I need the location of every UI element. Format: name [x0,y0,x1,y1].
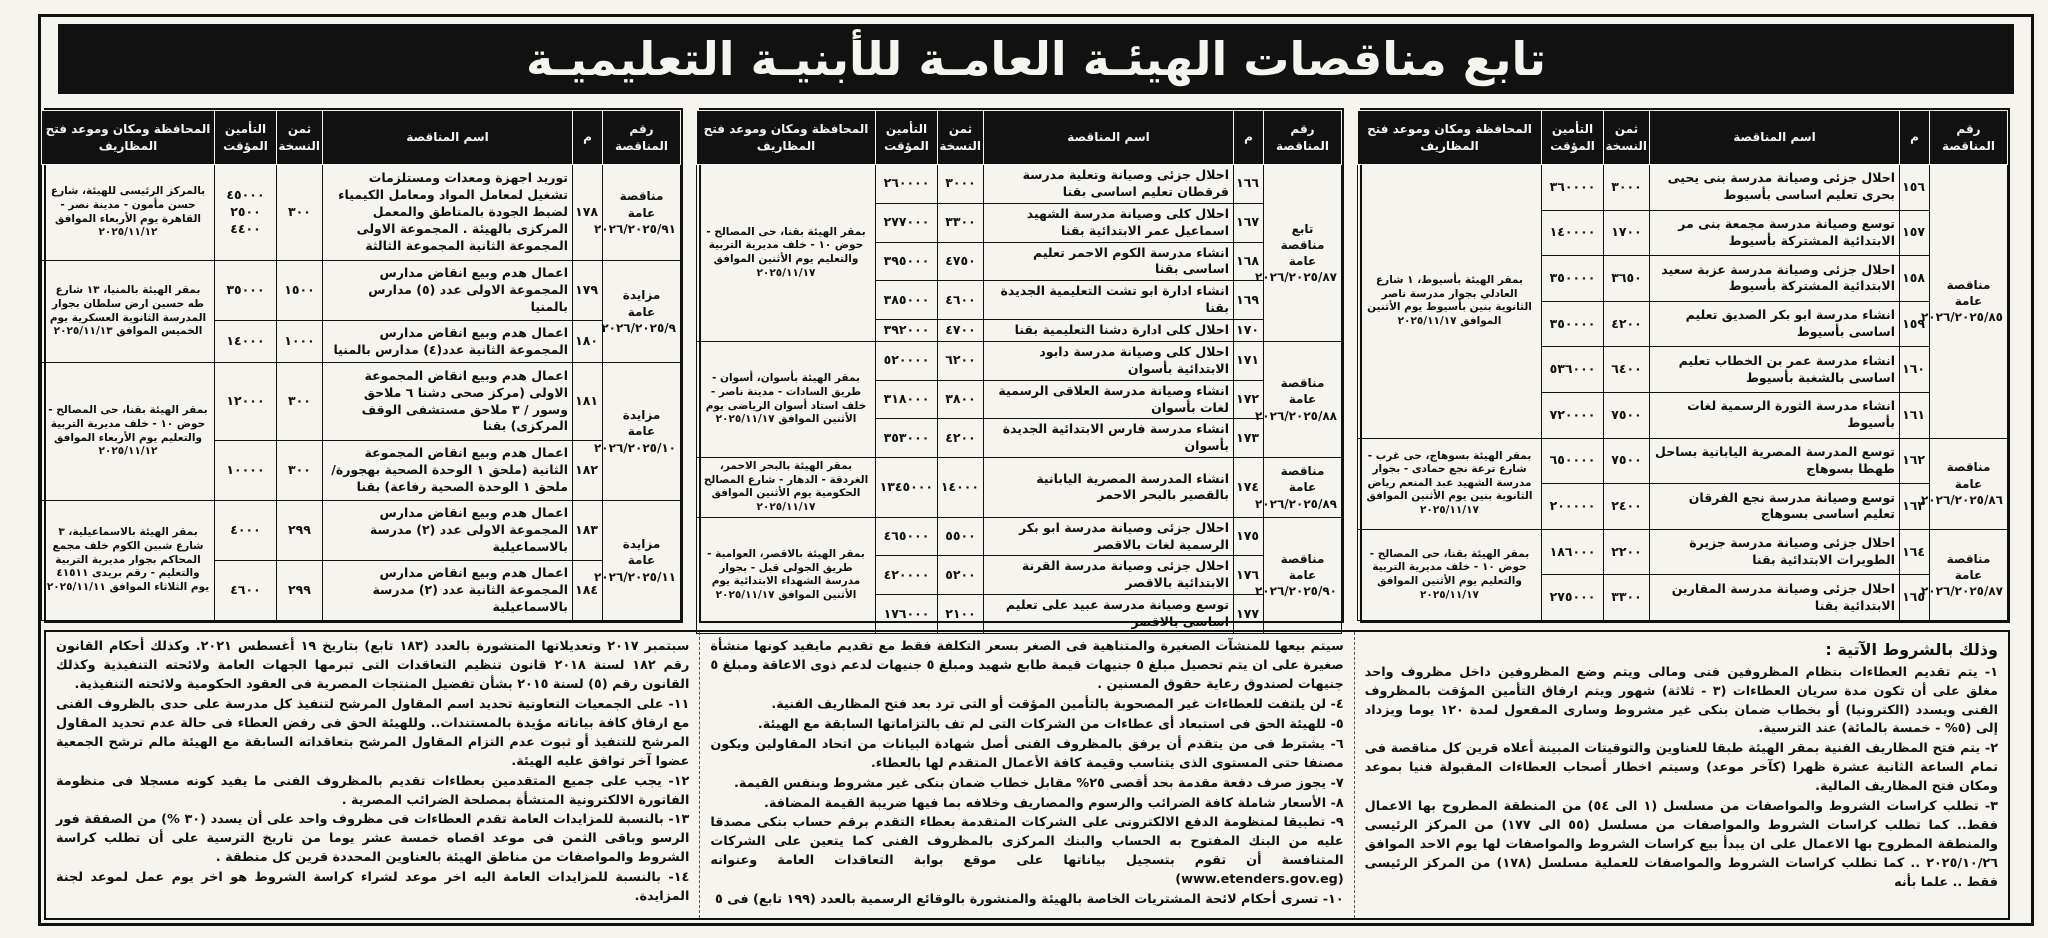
tender-name: احلال جزئى وصيانة مدرسة جزيرة الطويرات الابتدائية بقنا [1650,529,1900,575]
tender-number: مناقصة عامة ٢٠٢٦/٢٠٢٥/٩١ [603,165,681,261]
copy-price: ٢٩٩ [277,561,323,621]
temp-insurance: ٢٧٥٠٠٠ [1542,575,1604,621]
header-tender-no: رقم المناقصة [603,111,681,165]
tender-number: مناقصة عامة ٢٠٢٦/٢٠٢٥/٩٠ [1264,517,1342,633]
tender-name: انشاء المدرسة المصرية اليابانية بالقصير بالبحر الاحمر [984,458,1234,518]
location-and-date: بمقر الهيئة بالاقصر، العوامية - طريق الجولى قبل - بجوار مدرسة الشهداء الابتدائية يوم الأثنين الموافق ٢٠٢٥/١١/١٧ [697,517,876,633]
location-and-date: بمقر الهيئة بأسوان، أسوان - طريق السادات - مدينة ناصر - خلف استاد أسوان الرياضى يوم الأثنين الموافق ٢٠٢٥/١١/١٧ [697,341,876,457]
temp-insurance: ٣٥٠٠٠٠ [1542,301,1604,347]
row-number: ١٦٢ [1900,438,1930,484]
conditions-section [44,630,2010,920]
location-and-date: بمقر الهيئة بقنا، حى المصالح - حوض ١٠ - خلف مديرية التربية والتعليم يوم الأثنين الموافق ٢٠٢٥/١١/١٧ [697,165,876,342]
row-number: ١٥٦ [1900,165,1930,211]
header-num: م [1234,111,1264,165]
table-row [697,165,1342,204]
tender-name: توسع وصيانة مدرسة نجع الفرقان تعليم اساسى بسوهاج [1650,484,1900,530]
tender-name: احلال جزئى وصيانة وتعلية مدرسة قرقطان تعليم اساسى بقنا [984,165,1234,204]
header-location: المحافظة ومكان وموعد فتح المظاريف [1358,111,1542,165]
tender-number: مزايدة عامة ٢٠٢٦/٢٠٢٥/١٠ [603,363,681,501]
tender-name: اعمال هدم وبيع انقاض مدارس المجموعة الثانية عدد (٢) مدرسة بالاسماعيلية [323,561,573,621]
row-number: ١٧٥ [1234,517,1264,556]
row-number: ١٨٣ [573,501,603,561]
condition-item: ١- يتم تقديم العطاءات بنظام المظروفين فنى ومالى ويتم وضع المظروفين داخل مظروف واحد مغلق على أن تكون مدة سريان العطاءات (٣ - ثلاثة) شهور ويتم ارفاق التأمين المؤقت بالمظروف الفنى ويسدد (الكترونيا) أو بخطاب ضمان بنكى غير مشروط وسارى المفعول لمدة ١٢٠ يوما ويزداد إلى (٥% - خمسة بالمائة) عند الترسية. [1364,664,1998,737]
table-row [697,458,1342,518]
row-number: ١٦١ [1900,392,1930,438]
tender-name: انشاء مدرسة فارس الابتدائية الجديدة بأسوان [984,419,1234,458]
tender-name: احلال جزئى وصيانة مدرسة بنى يحيى بحرى تعليم اساسى بأسيوط [1650,165,1900,211]
header-price: ثمن النسخة [1604,111,1650,165]
table-row [42,165,681,261]
temp-insurance: ٥٣٦٠٠٠ [1542,347,1604,393]
header-location: المحافظة ومكان وموعد فتح المظاريف [42,111,215,165]
condition-item: ٧- يجوز صرف دفعة مقدمة بحد أقصى ٢٥% مقابل خطاب ضمان بنكى غير مشروط وبنفس القيمة. [733,775,1344,791]
copy-price: ٦٢٠٠ [938,341,984,380]
table-row [42,261,681,321]
table-header-row [697,111,1342,165]
temp-insurance: ١٤٠٠٠٠ [1542,210,1604,256]
condition-item: ١٢- يجب على جميع المتقدمين بعطاءات تقديم بالمظروف الفنى ما يفيد كونه مسجلا فى منظومة الفاتورة الالكترونية المنشأة بمصلحة الضرائب المصرية . [56,773,690,808]
temp-insurance: ٧٢٠٠٠٠ [1542,392,1604,438]
copy-price: ٢٢٠٠ [1604,529,1650,575]
temp-insurance: ٣٩٢٠٠٠ [876,320,938,342]
copy-price: ٣٣٠٠ [938,203,984,242]
table-row [1358,165,2008,211]
copy-price: ٣٨٠٠ [938,380,984,419]
tender-table [41,110,681,621]
row-number: ١٧٤ [1234,458,1264,518]
temp-insurance: ٢٠٠٠٠٠ [1542,484,1604,530]
row-number: ١٦٧ [1234,203,1264,242]
location-and-date: بمقر الهيئة بالاسماعيلية، ٣ شارع شبين الكوم خلف مجمع المحاكم بجوار مديرية التربية والتعليم - رقم بريدى ٤١٥١١ يوم الثلاثاء الموافق ٢٠٢٥/١١/١١ [42,501,215,621]
tender-name: توسع وصيانة مدرسة مجمعة بنى مر الابتدائية المشتركة بأسيوط [1650,210,1900,256]
tender-name: احلال جزئى وصيانة مدرسة المقارين الابتدائية بقنا [1650,575,1900,621]
condition-item: ٢- يتم فتح المظاريف الفنية بمقر الهيئة طبقا للعناوين والتوقيتات المبينة أعلاه قرين كل مناقصة فى تمام الساعة الثانية عشرة ظهرا (كآخر موعد) وسيتم اخطار أصحاب العطاءات المقبولة فنيا بموعد ومكان فتح المظاريف المالية. [1364,741,1998,795]
tender-name: احلال جزئى وصيانة مدرسة عزبة سعيد الابتدائية المشتركة بأسيوط [1650,256,1900,302]
table-header-row [42,111,681,165]
temp-insurance: ٣٥٣٠٠٠ [876,419,938,458]
header-num: م [573,111,603,165]
copy-price: ٥٥٠٠ [938,517,984,556]
table-row [697,517,1342,556]
conditions-column-1 [1355,632,2008,918]
table-row [42,501,681,561]
tender-table-middle [699,108,1344,630]
header-num: م [1900,111,1930,165]
copy-price: ٢٩٩ [277,501,323,561]
tender-name: اعمال هدم وبيع انقاض المجموعة الثانية (ملحق ١ الوحدة الصحية بهجورة/ ملحق ١ الوحدة الصحية رفاعة) بقنا [323,441,573,501]
temp-insurance: ٦٥٠٠٠٠ [1542,438,1604,484]
row-number: ١٥٨ [1900,256,1930,302]
tender-name: توسع وصيانة مدرسة عبيد على تعليم اساسى بالاقصر [984,595,1234,634]
row-number: ١٥٩ [1900,301,1930,347]
tender-number: مناقصة عامة ٢٠٢٦/٢٠٢٥/٨٨ [1264,341,1342,457]
header-name: اسم المناقصة [984,111,1234,165]
temp-insurance: ١٢٠٠٠ [215,363,277,441]
copy-price: ٤٢٠٠ [938,419,984,458]
tender-name: انشاء مدرسة عمر بن الخطاب تعليم اساسى بالشغبة بأسيوط [1650,347,1900,393]
tender-number: مناقصة عامة ٢٠٢٦/٢٠٢٥/٨٧ [1930,529,2008,620]
temp-insurance: ٢٧٧٠٠٠ [876,203,938,242]
row-number: ١٧٢ [1234,380,1264,419]
row-number: ١٧٣ [1234,419,1264,458]
tender-name: انشاء مدرسة ابو بكر الصديق تعليم اساسى بأسيوط [1650,301,1900,347]
copy-price: ١٥٠٠ [277,261,323,321]
copy-price: ١٧٠٠ [1604,210,1650,256]
tender-table-right [1360,108,2010,623]
condition-item: ١١- على الجمعيات التعاونية تحديد اسم المقاول المرشح لتنفيذ كل مدرسة على حدى بالظروف الفنى مع ارفاق كافة بياناته مؤيدة بالمستندات.. وللهيئة الحق فى رفض العطاء فى حالة عدم تحديد المقاول المرشح للتنفيذ أو ثبوت عدم التزام المقاول المرشح بتعاقداته السابقة مع الهيئة مالم ترشح الجمعية عضوا آخر توافق عليه الهيئة. [56,696,690,769]
temp-insurance: ١٧٦٠٠٠ [876,595,938,634]
header-location: المحافظة ومكان وموعد فتح المظاريف [697,111,876,165]
temp-insurance: ٣٩٥٠٠٠ [876,242,938,281]
header-price: ثمن النسخة [277,111,323,165]
table-row [42,363,681,441]
tender-name: توريد اجهزة ومعدات ومستلزمات تشغيل لمعامل المواد ومعامل الكيمياء لضبط الجودة بالمناطق والمعمل المركزى بالهيئة . المجموعة الاولى المجموعة الثانية المجموعة الثالثة [323,165,573,261]
row-number: ١٨٤ [573,561,603,621]
tender-name: توسع المدرسة المصرية اليابانية بساحل طهطا بسوهاج [1650,438,1900,484]
temp-insurance: ٤٢٠٠٠٠ [876,556,938,595]
row-number: ١٧١ [1234,341,1264,380]
copy-price: ٣٠٠ [277,363,323,441]
condition-item: سيتم بيعها للمنشآت الصغيرة والمتناهية فى الصغر بسعر التكلفة فقط مع تقديم مايفيد كونها منشأة صغيرة على ان يتم تحصيل مبلغ ٥ جنيهات قيمة طابع شهيد ومبلغ ٥ جنيهات لدعم ذوى الاعاقة ومبلغ ٥ جنيهات لصندوق رعاية حقوق المسنين . [710,639,1344,692]
copy-price: ٣٠٠٠ [938,165,984,204]
tender-name: اعمال هدم وبيع انقاض مدارس المجموعة الاولى عدد (٢) مدرسة بالاسماعيلية [323,501,573,561]
conditions-column-3 [46,632,700,918]
tender-name: انشاء ادارة ابو تشت التعليمية الجديدة بقنا [984,281,1234,320]
copy-price: ٤٢٠٠ [1604,301,1650,347]
copy-price: ١٤٠٠٠ [938,458,984,518]
location-and-date: بمقر الهيئة بالمنيا، ١٣ شارع طه حسين ارض سلطان بجوار المدرسة الثانوية العسكرية يوم الخميس الموافق ٢٠٢٥/١١/١٣ [42,261,215,363]
tender-table [696,110,1342,634]
copy-price: ٤٦٠٠ [938,281,984,320]
row-number: ١٦٤ [1900,529,1930,575]
temp-insurance: ٤٦٠٠ [215,561,277,621]
location-and-date: بمقر الهيئة بالبحر الاحمر، الغردقة - الدهار - شارع المصالح الحكومية يوم الأثنين الموافق ٢٠٢٥/١١/١٧ [697,458,876,518]
condition-item: ٥- للهيئة الحق فى استبعاد أى عطاءات من الشركات التى لم تف بالتزاماتها السابقة مع الهيئة. [757,716,1344,732]
row-number: ١٦٠ [1900,347,1930,393]
location-and-date: بمقر الهيئة بقنا، حى المصالح - حوض ١٠ - خلف مديرية التربية والتعليم يوم الأثنين الموافق ٢٠٢٥/١١/١٧ [1358,529,1542,620]
tender-number: مناقصة عامة ٢٠٢٦/٢٠٢٥/٨٦ [1930,438,2008,529]
tender-number: تابع مناقصة عامة ٢٠٢٦/٢٠٢٥/٨٧ [1264,165,1342,342]
condition-item: ٣- تطلب كراسات الشروط والمواصفات من مسلسل (١ الى ٥٤) من المنطقة المطروح بها الاعمال فقط.. كما تطلب كراسات الشروط والمواصفات من مسلسل (٥٥ الى ١٧٧) من المركز الرئيسى والمنطقة المطروح بها الاعمال على ان يبدأ بيع كراسات الشروط والمواصفات لها يوم الاحد الموافق ٢٠٢٥/١٠/٢٦ .. كما تطلب كراسات الشروط والمواصفات للعملية مسلسل (١٧٨) من المركز الرئيسى فقط .. علما بأنه [1364,799,1998,890]
condition-item: ٤- لن يلتفت للعطاءات غير المصحوبة بالتأمين المؤقت أو التى ترد بعد فتح المظاريف الفنية. [771,696,1344,712]
tender-name: احلال كلى وصيانة مدرسة دابود الابتدائية بأسوان [984,341,1234,380]
condition-item: ١٣- بالنسبة للمزايدات العامة تقدم العطاءات فى مظروف واحد على أن يسدد (٣٠ %) من الصفقة فور الرسو وباقى الثمن فى موعد اقصاه خمسة عشر يوما من تاريخ الترسية على أن تطلب كراسة الشروط والمواصفات من مناطق الهيئة بالعناوين المحددة قرين كل منطقة . [56,812,690,866]
temp-insurance: ٤٥٠٠٠ ٢٥٠٠ ٤٤٠٠ [215,165,277,261]
temp-insurance: ١٤٠٠٠ [215,321,277,363]
table-row [1358,438,2008,484]
tender-name: احلال جزئى وصيانة مدرسة ابو بكر الرسمية لغات بالاقصر [984,517,1234,556]
copy-price: ٦٤٠٠ [1604,347,1650,393]
conditions-column-2 [700,632,1354,918]
row-number: ١٨٠ [573,321,603,363]
temp-insurance: ٣١٨٠٠٠ [876,380,938,419]
tender-table [1357,110,2008,621]
row-number: ١٦٣ [1900,484,1930,530]
table-header-row [1358,111,2008,165]
row-number: ١٦٩ [1234,281,1264,320]
header-insurance: التأمين المؤقت [215,111,277,165]
copy-price: ٣٠٠٠ [1604,165,1650,211]
header-insurance: التأمين المؤقت [1542,111,1604,165]
header-tender-no: رقم المناقصة [1930,111,2008,165]
tender-name: اعمال هدم وبيع انقاض المجموعة الاولى (مركز صحى دشنا ٦ ملاحق وسور / ٣ ملاحق مستشفى الوقف المركزى) بقنا [323,363,573,441]
table-row [1358,529,2008,575]
row-number: ١٧٧ [1234,595,1264,634]
temp-insurance: ٤٠٠٠ [215,501,277,561]
header-name: اسم المناقصة [323,111,573,165]
row-number: ١٧٠ [1234,320,1264,342]
location-and-date: بمقر الهيئة بأسيوط، ١ شارع العادلي بجوار مدرسة ناصر الثانوية بنين بأسيوط يوم الأثنين الموافق ٢٠٢٥/١١/١٧ [1358,165,1542,439]
copy-price: ٧٥٠٠ [1604,438,1650,484]
copy-price: ٢١٠٠ [938,595,984,634]
tender-name: اعمال هدم وبيع انقاض مدارس المجموعة الثانية عدد(٤) مدارس بالمنيا [323,321,573,363]
copy-price: ١٠٠٠ [277,321,323,363]
row-number: ١٦٥ [1900,575,1930,621]
copy-price: ٣٠٠ [277,441,323,501]
conditions-heading: وذلك بالشروط الآتية : [1825,640,1998,659]
header-name: اسم المناقصة [1650,111,1900,165]
row-number: ١٦٦ [1234,165,1264,204]
location-and-date: بالمركز الرئيسى للهيئة، شارع حسن مأمون - مدينة نصر - القاهرة يوم الأربعاء الموافق ٢٠٢٥/١١/١٢ [42,165,215,261]
header-price: ثمن النسخة [938,111,984,165]
tender-name: احلال كلى ادارة دشنا التعليمية بقنا [984,320,1234,342]
temp-insurance: ٣٨٥٠٠٠ [876,281,938,320]
row-number: ١٧٨ [573,165,603,261]
condition-item: سبتمبر ٢٠١٧ وتعديلاتها المنشورة بالعدد (١٨٣ تابع) بتاريخ ١٩ أغسطس ٢٠٢١. وكذلك أحكام القانون رقم ١٨٢ لسنة ٢٠١٨ قانون تنظيم التعاقدات التى تبرمها الجهات العامة ولائحته التنفيذية وكذلك القانون رقم (٥) لسنة ٢٠١٥ بشأن تفضيل المنتجات المصرية فى العقود الحكومية ولائحته التنفيذية. [56,639,690,692]
copy-price: ٧٥٠٠ [1604,392,1650,438]
tender-table-left [44,108,683,623]
tender-name: انشاء مدرسة الثورة الرسمية لغات بأسيوط [1650,392,1900,438]
condition-item: ٨- الأسعار شاملة كافة الضرائب والرسوم والمصاريف وخلافه بما فيها ضريبة القيمة المضافة. [764,795,1344,811]
condition-item: ٦- يشترط فى من يتقدم أن يرفق بالمظروف الفنى أصل شهادة البيانات من اتحاد المقاولين ويكون مصنفا حتى المستوى الذى يتناسب وقيمة كافة الأعمال المتقدم لها بالعطاء. [710,736,1344,771]
temp-insurance: ٤٦٥٠٠٠ [876,517,938,556]
location-and-date: بمقر الهيئة بقنا، حى المصالح - حوض ١٠ - خلف مديرية التربية والتعليم يوم الأربعاء الموافق ٢٠٢٥/١١/١٢ [42,363,215,501]
table-row [697,341,1342,380]
condition-item: ١٤- بالنسبة للمزايدات العامة اليه اخر موعد لشراء كراسة الشروط هو اخر يوم عمل لموعد لجنة المزايدة. [56,870,690,905]
copy-price: ٢٤٠٠ [1604,484,1650,530]
temp-insurance: ١٠٠٠٠ [215,441,277,501]
tender-number: مناقصة عامة ٢٠٢٦/٢٠٢٥/٨٥ [1930,165,2008,439]
header-tender-no: رقم المناقصة [1264,111,1342,165]
row-number: ١٥٧ [1900,210,1930,256]
condition-item: ١٠- تسرى أحكام لائحة المشتريات الخاصة بالهيئة والمنشورة بالوقائع الرسمية بالعدد (١٩٩ تابع) فى ٥ [715,892,1344,908]
copy-price: ٣٦٥٠ [1604,256,1650,302]
condition-item: ٩- تطبيقا لمنظومة الدفع الالكترونى على الشركات المتقدمة بعطاء التقدم برقم حساب بنكى مصدقا عليه من البنك المفتوح به الحساب والبنك المركزى بالمظروف الفنى كما يتعين على الشركات المتنافسة أن تقوم بتسجيل بياناتها على موقع بوابة التعاقدات العامة وعنوانه (www.etenders.gov.eg) [710,815,1344,888]
temp-insurance: ١٣٤٥٠٠٠ [876,458,938,518]
tender-name: اعمال هدم وبيع انقاض مدارس المجموعة الاولى عدد (٥) مدارس بالمنيا [323,261,573,321]
temp-insurance: ٣٦٠٠٠٠ [1542,165,1604,211]
row-number: ١٦٨ [1234,242,1264,281]
tender-number: مزايدة عامة ٢٠٢٦/٢٠٢٥/١١ [603,501,681,621]
copy-price: ٣٠٠ [277,165,323,261]
header-insurance: التأمين المؤقت [876,111,938,165]
tender-name: انشاء وصيانة مدرسة العلاقى الرسمية لغات بأسوان [984,380,1234,419]
temp-insurance: ٣٥٠٠٠٠ [1542,256,1604,302]
location-and-date: بمقر الهيئة بسوهاج، حى غرب - شارع ترعة نجع حمادى - بجوار مدرسة الشهيد عبد المنعم رياض الثانوية بنين يوم الأثنين الموافق ٢٠٢٥/١١/١٧ [1358,438,1542,529]
copy-price: ٤٧٥٠ [938,242,984,281]
copy-price: ٣٣٠٠ [1604,575,1650,621]
copy-price: ٥٢٠٠ [938,556,984,595]
row-number: ١٨٢ [573,441,603,501]
temp-insurance: ١٨٦٠٠٠ [1542,529,1604,575]
row-number: ١٧٦ [1234,556,1264,595]
temp-insurance: ٢٦٠٠٠٠ [876,165,938,204]
tender-name: احلال كلى وصيانة مدرسة الشهيد اسماعيل عمر الابتدائية بقنا [984,203,1234,242]
temp-insurance: ٥٢٠٠٠٠ [876,341,938,380]
tender-number: مناقصة عامة ٢٠٢٦/٢٠٢٥/٨٩ [1264,458,1342,518]
copy-price: ٤٧٠٠ [938,320,984,342]
page-title: تابع مناقصات الهيئـة العامـة للأبنيـة التعليميـة [58,24,2014,94]
temp-insurance: ٣٥٠٠٠ [215,261,277,321]
tenders-tables [44,108,2010,630]
tender-name: انشاء مدرسة الكوم الاحمر تعليم اساسى بقنا [984,242,1234,281]
row-number: ١٨١ [573,363,603,441]
tender-name: احلال جزئى وصيانة مدرسة القرنة الابتدائية بالاقصر [984,556,1234,595]
row-number: ١٧٩ [573,261,603,321]
tender-number: مزايدة عامة ٢٠٢٦/٢٠٢٥/٩ [603,261,681,363]
